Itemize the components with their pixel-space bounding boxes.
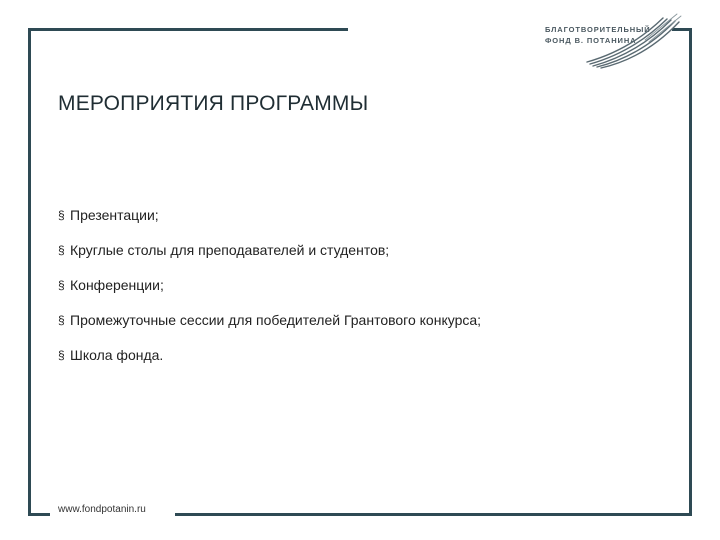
list-item bbox=[58, 276, 481, 311]
frame-top-left bbox=[28, 28, 348, 31]
list-item-text: Промежуточные сессии для победителей Грантового конкурса; bbox=[70, 312, 482, 328]
list-item-text: Конференции; bbox=[70, 277, 164, 293]
list-item-text: Круглые столы для преподавателей и студентов; bbox=[70, 242, 390, 258]
list-item bbox=[58, 311, 481, 346]
list-item bbox=[58, 346, 481, 381]
list-item bbox=[58, 241, 481, 276]
fund-logo bbox=[545, 10, 685, 70]
list-item bbox=[58, 206, 481, 241]
slide-title: МЕРОПРИЯТИЯ ПРОГРАММЫ bbox=[58, 92, 369, 115]
frame-left bbox=[28, 28, 31, 516]
footer-url: www.fondpotanin.ru bbox=[58, 504, 146, 515]
list-item-text: Презентации; bbox=[70, 207, 159, 223]
frame-bottom-left bbox=[28, 513, 50, 516]
frame-right bbox=[689, 28, 692, 516]
bullet-marker: § bbox=[58, 208, 65, 222]
bullet-marker: § bbox=[58, 348, 65, 362]
list-item-text: Школа фонда. bbox=[70, 347, 164, 363]
logo-line-1: БЛАГОТВОРИТЕЛЬНЫЙ bbox=[545, 25, 651, 34]
logo-swoosh-icon bbox=[585, 10, 685, 70]
frame-bottom-right bbox=[175, 513, 692, 516]
bullet-marker: § bbox=[58, 313, 65, 327]
logo-line-2: ФОНД В. ПОТАНИНА bbox=[545, 36, 637, 45]
bullet-marker: § bbox=[58, 243, 65, 257]
bullet-list bbox=[58, 206, 481, 381]
bullet-marker: § bbox=[58, 278, 65, 292]
